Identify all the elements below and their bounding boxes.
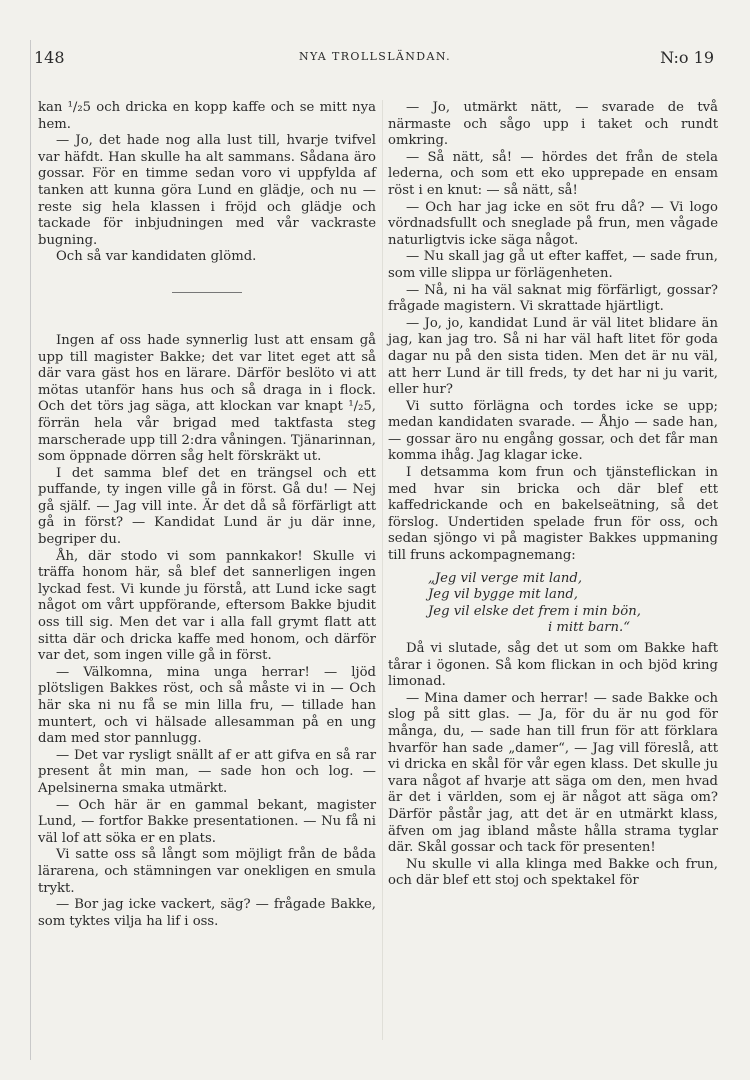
- paragraph: Och så var kandidaten glömd.: [56, 249, 257, 265]
- paragraph: — Jo, det hade nog alla lust till, hvarje tvifvel var häfdt. Han skulle ha alt sammans. Sådana äro gossar. För en timme sedan voro vi uppfylda af tanken att kunna göra Lund en glädje, och nu — reste sig hela klassen i fröjd och glädje och tackade för inbjudningen med vår vackraste bugning.: [38, 133, 376, 248]
- verse-line: Jeg vil bygge mit land,: [428, 587, 578, 603]
- paragraph: — Mina damer och herrar! — sade Bakke och slog på sitt glas. — Ja, för du är nu god för många, du, — sade han till frun för att förklara hvarför han sade „damer“, — Jag vill föreslå, att vi dricka en skål för vår egen klass. Det skulle ju vara något af hvarje att säga om den, men hvad är det i världen, som ej är något att säga om? Därför påstår jag, att det är en utmärkt klass, äfven om jag ibland måste hålla strama tyglar där. Skål gossar och tack för presenten!: [388, 690, 718, 856]
- page-number: 148: [34, 48, 65, 67]
- paragraph: — Nå, ni ha väl saknat mig förfärligt, gossar? frågade magistern. Vi skrattade hjärtligt.: [388, 282, 718, 315]
- paragraph: — Jo, utmärkt nätt, — svarade de två närmaste och sågo upp i taket och rundt omkring.: [388, 100, 718, 149]
- paragraph: — Det var rysligt snällt af er att gifva en så rar present åt min man, — sade hon och log. — Apelsinerna smaka utmärkt.: [38, 747, 376, 796]
- left-column: [38, 100, 376, 930]
- paragraph: — Bor jag icke vackert, säg? — frågade Bakke, som tyktes vilja ha lif i oss.: [38, 897, 376, 929]
- paragraph: Vi sutto förlägna och tordes icke se upp; medan kandidaten svarade. — Åhjo — sade han, — gossar äro nu engång gossar, och det får man komma ihåg. Jag klagar icke.: [388, 398, 718, 464]
- section-divider: [172, 292, 242, 293]
- paragraph: Vi satte oss så långt som möjligt från de båda lärarena, och stämningen var onekligen en smula trykt.: [38, 847, 376, 896]
- paragraph: — Och här är en gammal bekant, magister Lund, — fortfor Bakke presentationen. — Nu få ni väl lof att söka er en plats.: [38, 797, 376, 846]
- issue-number: N:o 19: [660, 48, 714, 67]
- paragraph: Åh, där stodo vi som pannkakor! Skulle vi träffa honom här, så blef det sannerligen ingen lyckad fest. Vi kunde ju förstå, att Lund icke sagt något om vårt uppförande, eftersom Bakke bjudit oss till sig. Men det var i alla fall grymt flatt att sitta där och dricka kaffe med honom, och därför var det, som ingen ville gå in först.: [38, 548, 376, 664]
- paragraph: — Nu skall jag gå ut efter kaffet, — sade frun, som ville slippa ur förlägenheten.: [388, 249, 718, 281]
- journal-title: NYA TROLLSLÄNDAN.: [298, 50, 452, 63]
- verse-line: „Jeg vil verge mit land,: [428, 570, 583, 586]
- paragraph: — Jo, jo, kandidat Lund är väl litet blidare än jag, kan jag tro. Så ni har väl haft litet för goda dagar nu på den sista tiden. Men det är nu väl, att herr Lund är till freds, ty det har ni ju varit, eller hur?: [388, 315, 718, 398]
- paragraph: I det samma blef det en trängsel och ett puffande, ty ingen ville gå in först. Gå du! — Nej gå själf. — Jag vill inte. Är det då så förfärligt att gå in först? — Kandidat Lund är ju där inne, begriper du.: [38, 465, 376, 548]
- song-verse: [428, 571, 718, 637]
- paragraph: Då vi slutade, såg det ut som om Bakke haft tårar i ögonen. Så kom flickan in och bjöd kring limonad.: [388, 641, 718, 690]
- page-edge-line: [30, 40, 31, 1060]
- running-header: [30, 42, 720, 72]
- paragraph: Ingen af oss hade synnerlig lust att ensam gå upp till magister Bakke; det var litet eget att så där vara gäst hos en lärare. Därför beslöto vi att mötas utanför hans hus och så draga in i flock. Och det törs jag säga, att klockan var knapt ¹/₂5, förrän hela vår brigad med taktfasta steg marscherade upp till 2:dra våningen. Tjänarinnan, som öppnade dörren såg helt förskräkt ut.: [38, 332, 376, 465]
- paragraph: — Och har jag icke en söt fru då? — Vi logo vördnadsfullt och sneglade på frun, men vågade naturligtvis icke säga något.: [388, 199, 718, 248]
- paragraph: Nu skulle vi alla klinga med Bakke och frun, och där blef ett stoj och spektakel för: [388, 856, 718, 889]
- paragraph: — Välkomna, mina unga herrar! — ljöd plötsligen Bakkes röst, och så måste vi in — Och här ska ni nu få se min lilla fru, — tillade han muntert, och vi hälsade allesamman på en ung dam med stor pannlugg.: [38, 664, 376, 747]
- column-separator: [382, 100, 383, 1040]
- verse-line: Jeg vil elske det frem i min bön,: [428, 603, 641, 619]
- paragraph: kan ¹/₂5 och dricka en kopp kaffe och se mitt nya hem.: [38, 100, 376, 132]
- verse-line: i mitt barn.“: [548, 620, 630, 636]
- paragraph: I detsamma kom frun och tjänsteflickan in med hvar sin bricka och där blef ett kaffedrickande och en bakelseätning, så det förslog. Undertiden spelade frun för oss, och sedan sjöngo vi på magister Bakkes uppmaning till fruns ackompagnemang:: [388, 465, 718, 564]
- right-column: [388, 100, 718, 890]
- paragraph: — Så nätt, så! — hördes det från de stela lederna, och som ett eko upprepade en ensam röst i en knut: — så nätt, så!: [388, 149, 718, 198]
